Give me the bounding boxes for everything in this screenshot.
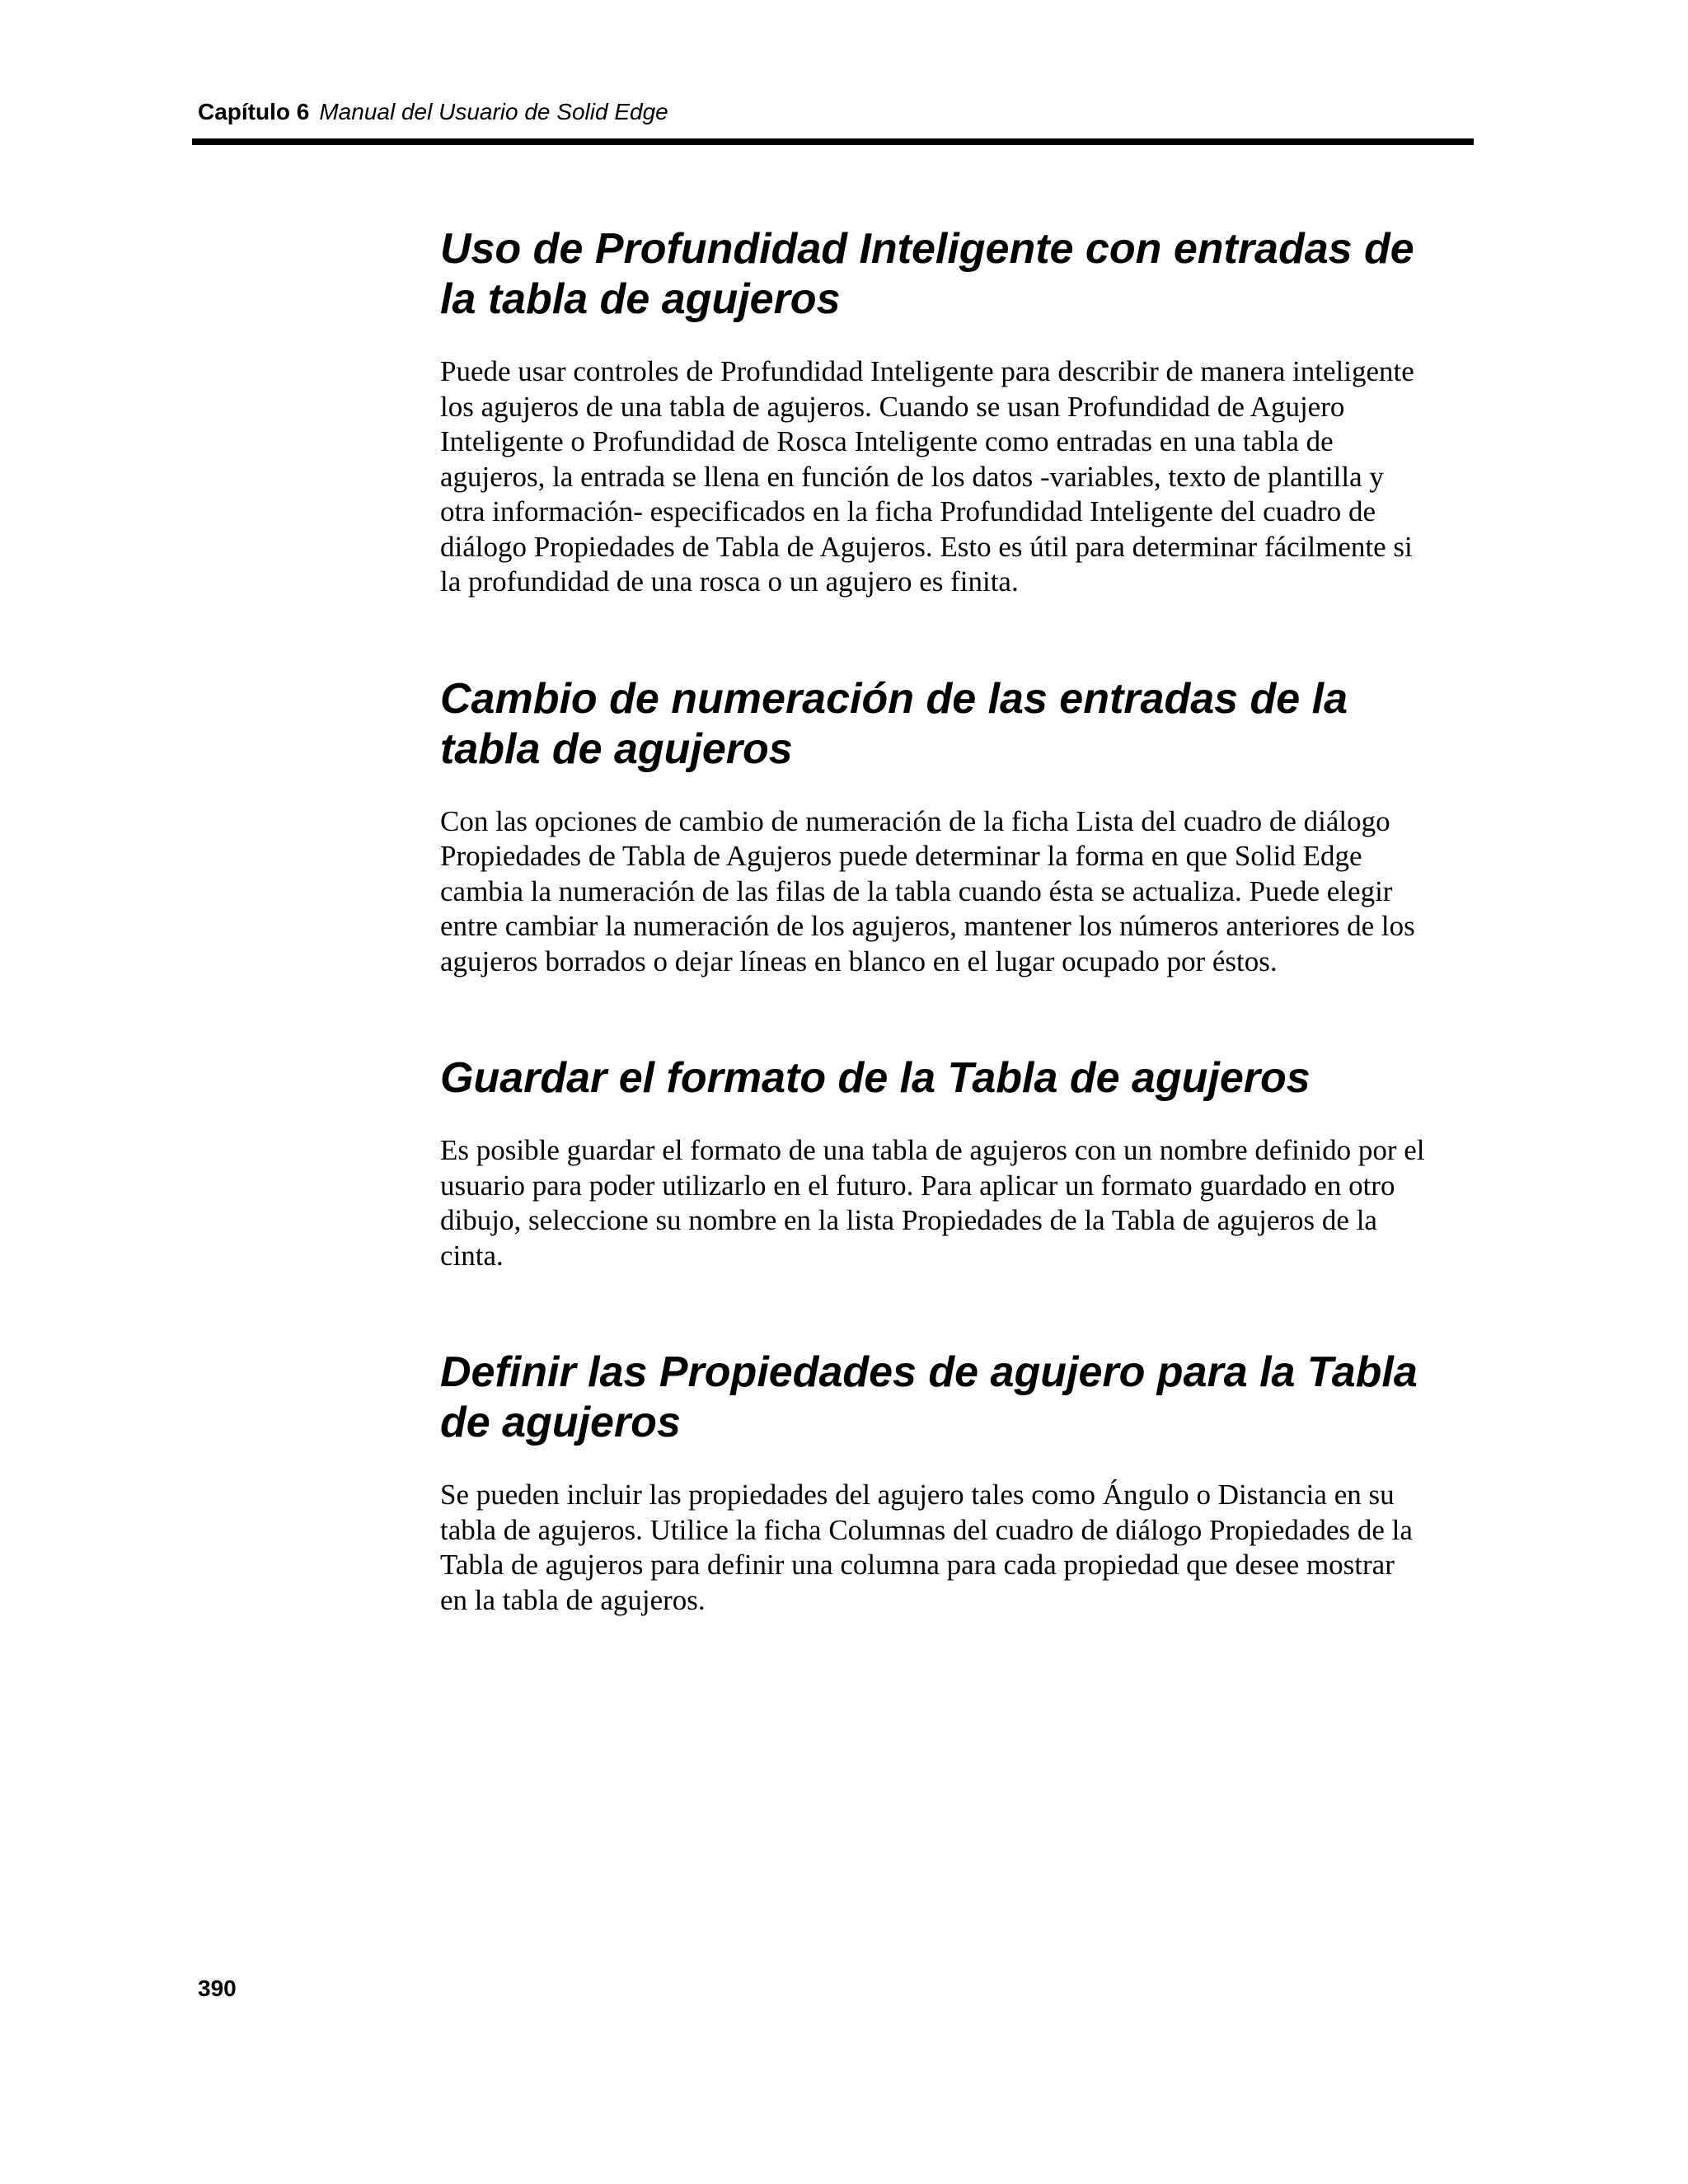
paragraph-line: la profundidad de una rosca o un agujero es finita. — [440, 565, 1019, 598]
heading-line: Definir las Propiedades de agujero para la Tabla — [440, 1348, 1418, 1396]
page-content — [440, 224, 1475, 1692]
section-heading — [440, 224, 1475, 325]
heading-line: la tabla de agujeros — [440, 275, 841, 323]
paragraph-line: Propiedades de Tabla de Agujeros puede determinar la forma en que Solid Edge — [440, 840, 1362, 872]
chapter-label: Capítulo 6 — [198, 99, 310, 124]
paragraph-line: diálogo Propiedades de Tabla de Agujeros. Esto es útil para determinar fácilmente si — [440, 530, 1413, 563]
section-heading — [440, 1053, 1475, 1104]
paragraph-line: Puede usar controles de Profundidad Inteligente para describir de manera inteligente — [440, 355, 1414, 387]
paragraph-line: tabla de agujeros. Utilice la ficha Columnas del cuadro de diálogo Propiedades de la — [440, 1513, 1413, 1546]
section-paragraph — [440, 1478, 1475, 1618]
section-renumbering — [440, 674, 1475, 980]
section-heading — [440, 674, 1475, 775]
section-hole-properties — [440, 1347, 1475, 1618]
paragraph-line: usuario para poder utilizarlo en el futuro. Para aplicar un formato guardado en otro — [440, 1169, 1395, 1202]
header-rule — [192, 138, 1474, 145]
manual-title: Manual del Usuario de Solid Edge — [319, 99, 668, 124]
paragraph-line: agujeros borrados o dejar líneas en blanco en el lugar ocupado por éstos. — [440, 944, 1278, 977]
paragraph-line: cinta. — [440, 1239, 504, 1272]
paragraph-line: dibujo, seleccione su nombre en la lista Propiedades de la Tabla de agujeros de la — [440, 1204, 1377, 1236]
heading-line: Uso de Profundidad Inteligente con entradas de — [440, 225, 1414, 273]
paragraph-line: Es posible guardar el formato de una tabla de agujeros con un nombre definido por el — [440, 1134, 1425, 1166]
paragraph-line: Inteligente o Profundidad de Rosca Inteligente como entradas en una tabla de — [440, 425, 1334, 457]
section-paragraph — [440, 1133, 1475, 1273]
paragraph-line: en la tabla de agujeros. — [440, 1583, 706, 1616]
paragraph-line: cambia la numeración de las filas de la tabla cuando ésta se actualiza. Puede elegir — [440, 874, 1393, 907]
page-number: 390 — [198, 1975, 237, 2001]
paragraph-line: otra información- especificados en la ficha Profundidad Inteligente del cuadro de — [440, 495, 1376, 527]
paragraph-line: los agujeros de una tabla de agujeros. Cuando se usan Profundidad de Agujero — [440, 390, 1345, 423]
section-heading — [440, 1347, 1475, 1448]
paragraph-line: Tabla de agujeros para definir una columna para cada propiedad que desee mostrar — [440, 1549, 1395, 1581]
paragraph-line: entre cambiar la numeración de los agujeros, mantener los números anteriores de los — [440, 910, 1415, 942]
heading-line: tabla de agujeros — [440, 724, 793, 773]
paragraph-line: Con las opciones de cambio de numeración de la ficha Lista del cuadro de diálogo — [440, 804, 1390, 837]
section-smart-depth — [440, 224, 1475, 600]
heading-line: Cambio de numeración de las entradas de la — [440, 674, 1348, 723]
heading-line: Guardar el formato de la Tabla de agujeros — [440, 1054, 1311, 1102]
section-paragraph — [440, 354, 1475, 600]
heading-line: de agujeros — [440, 1399, 681, 1446]
paragraph-line: agujeros, la entrada se llena en función de los datos -variables, texto de plantilla y — [440, 460, 1384, 493]
section-save-format — [440, 1053, 1475, 1273]
paragraph-line: Se pueden incluir las propiedades del agujero tales como Ángulo o Distancia en su — [440, 1479, 1395, 1511]
running-header — [198, 97, 668, 127]
section-paragraph — [440, 804, 1475, 980]
